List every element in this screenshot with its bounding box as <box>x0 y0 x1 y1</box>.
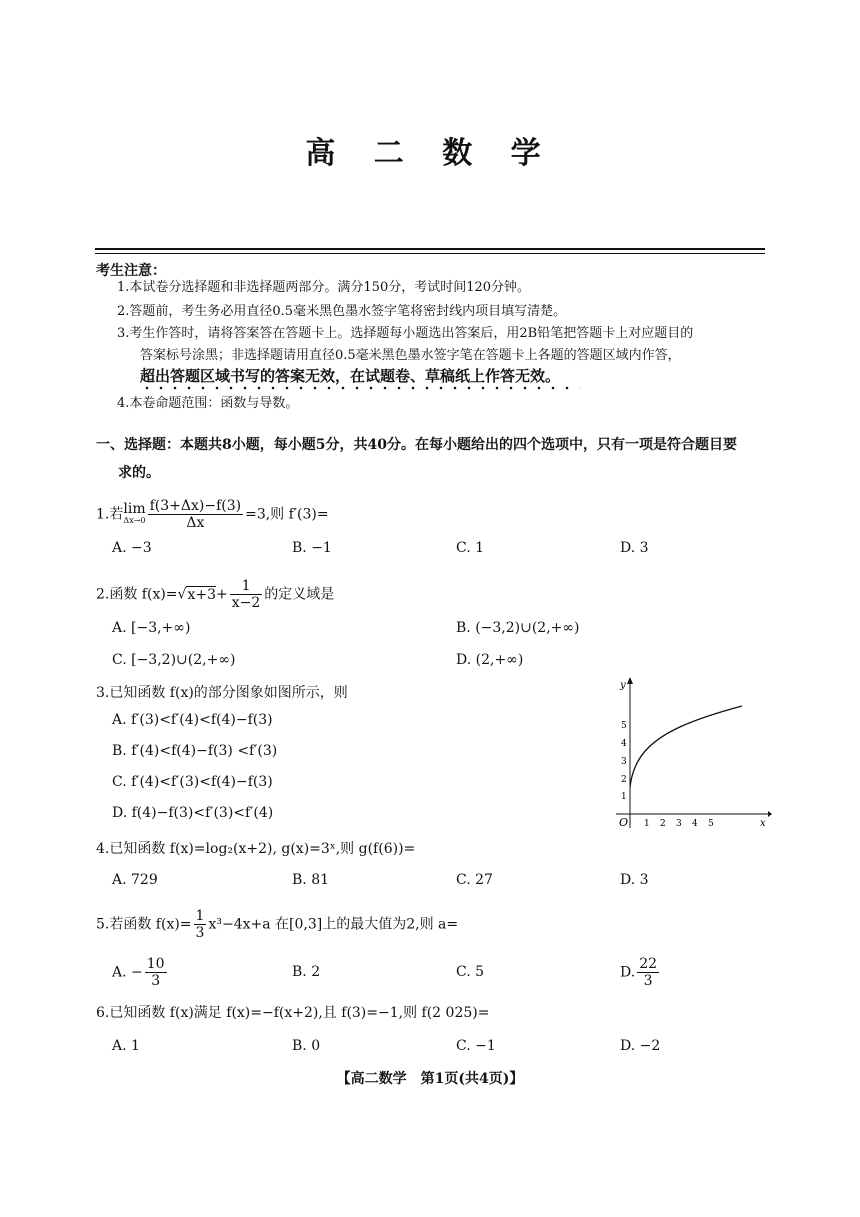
question-2-stem: 2.函数 f(x)=√x+3+ $\frac{1}{x-2}$ 的定义域是 <box>96 578 335 611</box>
x-tick-3: 3 <box>676 819 682 829</box>
notice-item-3c: 超出答题区域书写的答案无效，在试题卷、草稿纸上作答无效。 <box>140 367 561 385</box>
x-tick-1: 1 <box>644 819 650 829</box>
notice-item-4: 4.本卷命题范围：函数与导数。 <box>117 396 299 411</box>
paper-title: 高 二 数 学 <box>305 136 555 171</box>
q6-option-a: A. 1 <box>112 1038 140 1054</box>
q2-option-b: B. (−3,2)∪(2,+∞) <box>456 620 580 636</box>
q2-option-c: C. [−3,2)∪(2,+∞) <box>112 652 236 668</box>
q5-option-b: B. 2 <box>292 964 321 980</box>
question-4-stem: 4.已知函数 f(x)=log₂(x+2), g(x)=3ˣ,则 g(f(6))= <box>96 841 416 857</box>
q2-option-d: D. (2,+∞) <box>456 652 524 668</box>
y-axis-label: y <box>620 680 626 691</box>
q1-option-c: C. 1 <box>456 540 485 556</box>
q3-option-d: D. f(4)−f(3)<f′(3)<f′(4) <box>112 805 274 821</box>
question-6-stem: 6.已知函数 f(x)满足 f(x)=−f(x+2),且 f(3)=−1,则 f(2 025)= <box>96 1005 490 1021</box>
notice-item-1: 1.本试卷分选择题和非选择题两部分。满分150分，考试时间120分钟。 <box>117 280 531 295</box>
origin-label: O <box>619 816 629 829</box>
q1-option-a: A. −3 <box>112 540 152 556</box>
q3-option-c: C. f′(4)<f′(3)<f(4)−f(3) <box>112 774 273 790</box>
q5-option-a: A. − $\frac{10}{3}$ <box>112 956 165 989</box>
section-heading-line1: 一、选择题：本题共8小题，每小题5分，共40分。在每小题给出的四个选项中，只有一项是符合题目要 <box>96 437 737 453</box>
notice-item-2: 2.答题前，考生务必用直径0.5毫米黑色墨水签字笔将密封线内项目填写清楚。 <box>117 304 567 319</box>
emphasis-dots <box>140 386 580 390</box>
page-footer: 【高二数学 第1页(共4页)】 <box>336 1071 524 1087</box>
notice-heading: 考生注意： <box>96 263 166 279</box>
q6-option-b: B. 0 <box>292 1038 321 1054</box>
header-rule-thin <box>95 253 765 254</box>
question-1-stem: 1.若lim Δx→0 $\frac{f(3+\Delta x)-f(3)}{\Delta x}$ =3,则 f′(3)= <box>96 498 329 531</box>
q3-option-b: B. f′(4)<f(4)−f(3) <f′(3) <box>112 743 278 759</box>
y-tick-1: 1 <box>621 792 627 802</box>
q5-option-c: C. 5 <box>456 964 485 980</box>
q1-option-b: B. −1 <box>292 540 332 556</box>
q2-option-a: A. [−3,+∞) <box>112 620 191 636</box>
y-tick-5: 5 <box>621 721 627 731</box>
function-curve <box>630 706 742 787</box>
q4-option-b: B. 81 <box>292 872 330 888</box>
section-heading-line2: 求的。 <box>118 465 160 481</box>
q4-option-c: C. 27 <box>456 872 493 888</box>
question-3-stem: 3.已知函数 f(x)的部分图象如图所示，则 <box>96 685 348 701</box>
header-rule-thick <box>95 248 765 250</box>
q3-function-graph <box>612 674 772 834</box>
notice-item-3a: 3.考生作答时，请将答案答在答题卡上。选择题每小题选出答案后，用2B铅笔把答题卡上对应题目的 <box>117 326 694 341</box>
q4-option-d: D. 3 <box>620 872 649 888</box>
q6-option-d: D. −2 <box>620 1038 661 1054</box>
q5-option-d: D. $\frac{22}{3}$ <box>620 956 658 989</box>
q1-option-d: D. 3 <box>620 540 649 556</box>
q4-option-a: A. 729 <box>112 872 158 888</box>
q3-option-a: A. f′(3)<f′(4)<f(4)−f(3) <box>112 712 273 728</box>
x-tick-4: 4 <box>692 819 698 829</box>
y-tick-3: 3 <box>621 757 627 767</box>
x-axis-arrow <box>768 811 772 817</box>
notice-item-3b: 答案标号涂黑；非选择题请用直径0.5毫米黑色墨水签字笔在答题卡上各题的答题区域内作答， <box>140 348 681 363</box>
q6-option-c: C. −1 <box>456 1038 496 1054</box>
y-tick-2: 2 <box>621 775 627 785</box>
x-axis-label: x <box>760 818 766 829</box>
x-tick-2: 2 <box>660 819 666 829</box>
question-5-stem: 5.若函数 f(x)= $\frac{1}{3}$ x³−4x+a 在[0,3]上的最大值为2,则 a= <box>96 908 459 941</box>
y-axis-arrow <box>627 677 633 684</box>
x-tick-5: 5 <box>708 819 714 829</box>
y-tick-4: 4 <box>621 739 627 749</box>
